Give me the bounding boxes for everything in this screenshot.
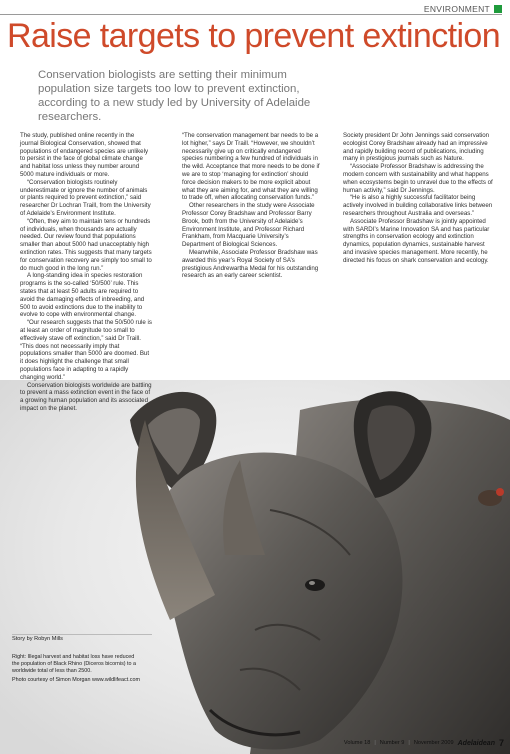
page-footer: Volume 18 | Number 9 | November 2009 Adelaidean 7 xyxy=(343,738,504,748)
paragraph: Society president Dr John Jennings said conservation ecologist Corey Bradshaw already had an impressive and rapidly building record of publications, including many in prestigious journals such as Nature. xyxy=(343,132,490,163)
footer-number: Number 9 xyxy=(379,740,405,746)
standfirst: Conservation biologists are setting their minimum population size targets too low to prevent extinction, according to a new study led by University of Adelaide researchers. xyxy=(38,69,311,123)
byline: Story by Robyn Mills xyxy=(12,636,63,642)
photo-caption xyxy=(12,654,140,684)
paragraph: “Associate Professor Bradshaw is addressing the modern concern with sustainability and what happens when ecosystems begin to unravel due to the effects of human activity,” said Dr Jennings. xyxy=(343,163,493,194)
section-label: ENVIRONMENT xyxy=(423,4,490,14)
page-number: 7 xyxy=(498,738,504,748)
magazine-logo: Adelaidean xyxy=(457,739,495,747)
footer-volume: Volume 18 xyxy=(343,740,371,746)
paragraph: “He is also a highly successful facilitator being actively involved in building collaborative links between researchers throughout Australia and overseas.” xyxy=(343,194,493,217)
paragraph: Meanwhile, Associate Professor Bradshaw was awarded this year’s Royal Society of SA’s prestigious Andrewartha Medal for his outstanding research as an early career scientist. xyxy=(182,248,319,280)
paragraph: “Often, they aim to maintain tens or hundreds of individuals, when thousands are actually needed. Our review found that populations smaller than about 5000 had unacceptably high extinction rates. This suggests that many targets for conservation recovery are simply too small to do much good in the long run.” xyxy=(20,217,152,272)
byline-rule xyxy=(12,634,152,635)
paragraph: “The conservation management bar needs to be a lot higher,” says Dr Traill. “However, we shouldn’t necessarily give up on critically endangered species numbering a few hundred of individuals in the wild. Acceptance that more needs to be done if we are to stop ‘managing for extinction’ should force decision makers to be more explicit about what they are aiming for, and what they are willing to trade off, when allocating conservation funds.” xyxy=(182,132,320,202)
footer-date: November 2009 xyxy=(413,740,454,746)
paragraph: “Our research suggests that the 50/500 rule is at least an order of magnitude too small to effectively stave off extinction,” said Dr Traill. “This does not necessarily imply that populations smaller than 5000 are doomed. But it does highlight the challenge that small populations face in adapting to a rapidly changing world.” xyxy=(20,319,152,381)
article-column-3 xyxy=(343,132,495,265)
paragraph: Conservation biologists worldwide are battling to prevent a mass extinction event in the face of a growing human population and its associated impact on the planet. xyxy=(20,381,152,412)
photo-credit: Photo courtesy of Simon Morgan www.wildlifeact.com xyxy=(12,677,140,684)
paragraph: Other researchers in the study were Associate Professor Corey Bradshaw and Professor Barry Brook, both from the University of Adelaide’s Environment Institute, and Professor Richard Frankham, from Macquarie University’s Department of Biological Sciences. xyxy=(182,202,315,249)
paragraph: A long-standing idea in species restoration programs is the so-called ‘50/500’ rule. This states that at least 50 adults are required to avoid the damaging effects of inbreeding, and 500 to avoid extinctions due to the inability to evolve to cope with environmental change. xyxy=(20,272,145,319)
rhino-photo xyxy=(0,380,510,754)
paragraph: The study, published online recently in the journal Biological Conservation, showed that populations of endangered species are unlikely to persist in the face of global climate change and habitat loss unless they number around 5000 mature individuals or more. xyxy=(20,132,149,178)
section-tag xyxy=(424,4,502,14)
paragraph: Associate Professor Bradshaw is jointly appointed with SARDI’s Marine Innovation SA and has particular strengths in conservation ecology and extinction dynamics, population dynamics, sustainable harvest and invasive species management. More recently, he directed his focus on shark conservation and ecology. xyxy=(343,217,490,264)
article-column-2 xyxy=(182,132,320,280)
headline: Raise targets to prevent extinction xyxy=(7,17,501,55)
caption-text: Right: Illegal harvest and habitat loss have reduced the population of Black Rhino (Diceros bicornis) to a worldwide total of less than 2500. xyxy=(12,654,137,674)
section-square-icon xyxy=(494,5,502,13)
paragraph: “Conservation biologists routinely underestimate or ignore the number of animals or plants required to prevent extinction,” said researcher Dr Lochran Traill, from the University of Adelaide’s Environment Institute. xyxy=(20,178,151,217)
article-column-1 xyxy=(20,132,152,413)
